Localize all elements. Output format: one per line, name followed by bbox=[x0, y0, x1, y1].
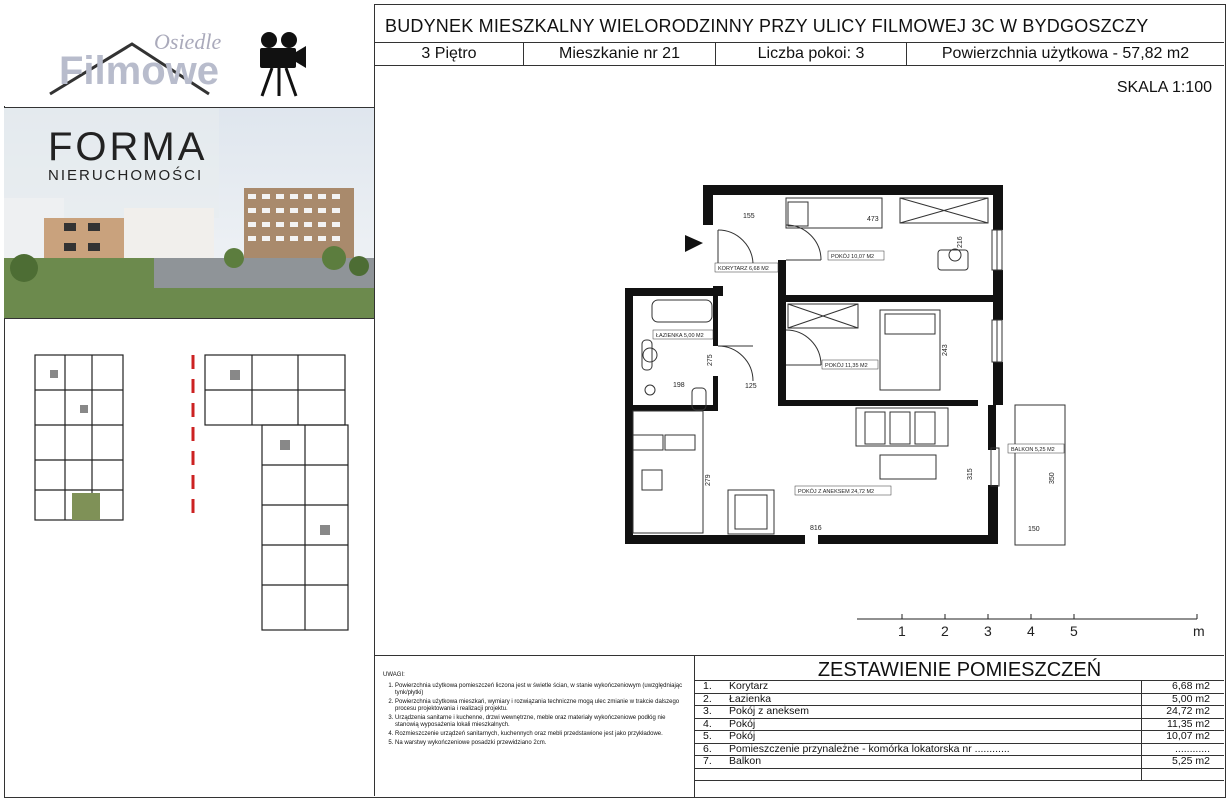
note-item: 4. Rozmieszczenie urządzeń sanitarnych, kuchennych oraz mebli przedstawione jest jako przykładowe. bbox=[395, 731, 686, 738]
row-area: 24,72 m2 bbox=[1142, 706, 1225, 719]
ruler-tick-1: 1 bbox=[898, 623, 906, 639]
row-area: 11,35 m2 bbox=[1142, 718, 1225, 731]
logo-area bbox=[4, 4, 374, 106]
table-row bbox=[695, 706, 1224, 719]
dim-125: 125 bbox=[745, 383, 757, 390]
row-number: 6. bbox=[695, 743, 723, 756]
label-pokoj-aneks: POKÓJ Z ANEKSEM 24,72 M2 bbox=[798, 489, 875, 495]
dim-279: 279 bbox=[705, 474, 712, 486]
notes-title: UWAGI: bbox=[383, 672, 405, 678]
ruler-tick-3: 3 bbox=[984, 623, 992, 639]
label-balkon: BALKON 5,25 M2 bbox=[1011, 447, 1055, 453]
row-number: 3. bbox=[695, 706, 723, 719]
dim-473: 473 bbox=[867, 216, 879, 223]
row-number: 1. bbox=[695, 681, 723, 693]
company-subtitle: NIERUCHOMOŚCI bbox=[48, 167, 204, 184]
info-row bbox=[375, 43, 1224, 66]
summary-table bbox=[695, 681, 1224, 781]
osiedle-filmowe-logo bbox=[4, 4, 374, 106]
floor-plan bbox=[600, 180, 1080, 560]
row-name bbox=[723, 768, 1142, 781]
dim-243: 243 bbox=[942, 344, 949, 356]
room-count: Liczba pokoi: 3 bbox=[716, 43, 907, 65]
scale-label: SKALA 1:100 bbox=[1116, 79, 1212, 96]
row-number: 7. bbox=[695, 756, 723, 769]
ruler-unit: m bbox=[1193, 623, 1205, 639]
usable-area: Powierzchnia użytkowa - 57,82 m2 bbox=[941, 45, 1190, 62]
summary-title: ZESTAWIENIE POMIESZCZEŃ bbox=[695, 656, 1224, 681]
row-number: 2. bbox=[695, 693, 723, 706]
row-number bbox=[695, 768, 723, 781]
page-title: BUDYNEK MIESZKALNY WIELORODZINNY PRZY ULICY FILMOWEJ 3C W BYDGOSZCZY bbox=[375, 4, 1224, 43]
dim-216: 216 bbox=[957, 236, 964, 248]
row-name: Korytarz bbox=[723, 681, 1142, 693]
dim-150: 150 bbox=[1028, 526, 1040, 533]
row-name: Pokój z aneksem bbox=[723, 706, 1142, 719]
ruler-tick-5: 5 bbox=[1070, 623, 1078, 639]
logo-script-text: Osiedle bbox=[154, 29, 222, 54]
row-area: 5,00 m2 bbox=[1142, 693, 1225, 706]
table-row bbox=[695, 718, 1224, 731]
label-korytarz: KORYTARZ 6,68 M2 bbox=[718, 266, 769, 272]
apartment-number: Mieszkanie nr 21 bbox=[524, 43, 716, 65]
label-pokoj2: POKÓJ 11,35 M2 bbox=[825, 363, 868, 369]
film-camera-icon bbox=[260, 32, 306, 96]
highlight-apartment bbox=[72, 493, 100, 520]
table-row bbox=[695, 731, 1224, 744]
row-name: Pokój bbox=[723, 718, 1142, 731]
dim-155: 155 bbox=[743, 213, 755, 220]
label-pokoj1: POKÓJ 10,07 M2 bbox=[831, 254, 875, 260]
ruler-tick-4: 4 bbox=[1027, 623, 1035, 639]
table-row bbox=[695, 743, 1224, 756]
row-area: 6,68 m2 bbox=[1142, 681, 1225, 693]
note-item: 3. Urządzenia sanitarne i kuchenne, drzwi wewnętrzne, meble oraz materiały wykończeniowe podłóg nie stanowią wyposażenia lokali mieszkalnych. bbox=[395, 715, 686, 729]
note-item: 1. Powierzchnia użytkowa pomieszczeń liczona jest w świetle ścian, w stanie wykończeniowym (uwzględniając tynk/płytki) bbox=[395, 683, 686, 697]
row-area: 10,07 m2 bbox=[1142, 731, 1225, 744]
entrance-arrow-icon bbox=[685, 235, 703, 252]
note-item: 2. Powierzchnia użytkowa mieszkań, wymiary i rozwiązania techniczne mogą ulec zmianie w trakcie dalszego procesu projektowania i realizacji projektu. bbox=[395, 699, 686, 713]
dim-350: 350 bbox=[1049, 472, 1056, 484]
dim-198: 198 bbox=[673, 382, 685, 389]
room-summary bbox=[695, 656, 1224, 797]
bottom-panel bbox=[375, 655, 1224, 797]
note-item: 5. Na warstwy wykończeniowe posadzki przewidziano 2cm. bbox=[395, 740, 686, 747]
ruler-tick-2: 2 bbox=[941, 623, 949, 639]
logo-main-text: Filmowe bbox=[59, 49, 220, 93]
floor-label: 3 Piętro bbox=[375, 43, 524, 65]
dim-816: 816 bbox=[810, 525, 822, 532]
header bbox=[375, 4, 1224, 66]
scale-ruler bbox=[857, 614, 1205, 644]
table-row bbox=[695, 681, 1224, 693]
table-row bbox=[695, 693, 1224, 706]
row-area: ............ bbox=[1142, 743, 1225, 756]
row-name: Pokój bbox=[723, 731, 1142, 744]
site-plan-thumbnail bbox=[30, 350, 360, 640]
row-area: 5,25 m2 bbox=[1142, 756, 1225, 769]
row-name: Pomieszczenie przynależne - komórka lokatorska nr ............ bbox=[723, 743, 1142, 756]
row-number: 4. bbox=[695, 718, 723, 731]
row-name: Balkon bbox=[723, 756, 1142, 769]
row-number: 5. bbox=[695, 731, 723, 744]
company-name: FORMA bbox=[48, 125, 208, 169]
dim-315: 315 bbox=[967, 468, 974, 480]
notes-panel bbox=[375, 656, 695, 797]
label-lazienka: ŁAZIENKA 5,00 M2 bbox=[656, 333, 704, 339]
row-name: Łazienka bbox=[723, 693, 1142, 706]
table-row bbox=[695, 768, 1224, 781]
table-row bbox=[695, 756, 1224, 769]
dim-275: 275 bbox=[707, 354, 714, 366]
row-area bbox=[1142, 768, 1225, 781]
